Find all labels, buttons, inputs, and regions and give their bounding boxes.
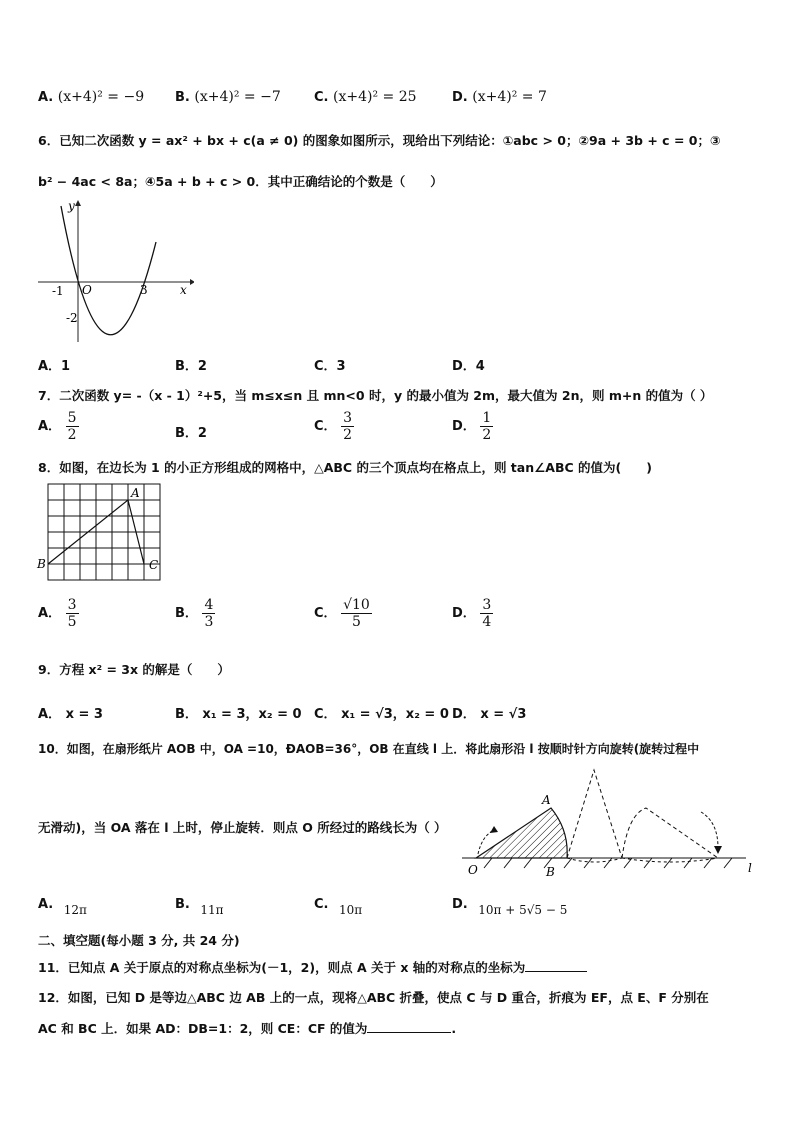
q5-option-a — [38, 89, 144, 105]
q6-option-a: A．1 — [38, 359, 71, 374]
q9-option-c: C． x₁ = √3，x₂ = 0 — [314, 707, 449, 722]
q10-option-d — [452, 897, 568, 917]
x-axis-arrow — [190, 279, 194, 285]
q6-option-d: D．4 — [452, 359, 485, 374]
q11-answer-blank[interactable] — [525, 971, 587, 972]
q5-option-b-math: (x+4)² = −7 — [194, 89, 281, 105]
sector-upright-arc — [567, 858, 622, 862]
fraction-numerator: 1 — [482, 410, 492, 426]
q5-option-c-math: (x+4)² = 25 — [333, 89, 417, 105]
q11 — [38, 958, 587, 976]
q6-stem-line1: 6．已知二次函数 y = ax² + bx + c(a ≠ 0) 的图象如图所示，现给出下列结论：①abc > 0；②9a + 3b + c = 0；③ — [38, 133, 721, 148]
q7-option-c-label: C． — [314, 419, 337, 434]
q8-option-c-label: C． — [314, 606, 337, 621]
q8-option-a — [38, 597, 79, 630]
q5-option-b-label: B. — [175, 90, 190, 105]
tick-neg-two: -2 — [66, 311, 78, 325]
q12-answer-blank[interactable] — [367, 1032, 451, 1033]
q5-option-d — [452, 89, 547, 105]
q10-stem-line2: 无滑动)，当 OA 落在 l 上时，停止旋转．则点 O 所经过的路线长为（ ） — [38, 820, 447, 835]
q9-stem: 9．方程 x² = 3x 的解是（ ） — [38, 662, 230, 677]
q5-option-a-label: A. — [38, 90, 54, 105]
q8-option-b — [175, 597, 215, 630]
vertex-c-label: C — [149, 558, 159, 572]
point-b-label: B — [546, 865, 555, 879]
q7-option-d — [452, 410, 493, 443]
q7-option-c-fraction — [341, 410, 354, 443]
rotation-arrowhead-right — [714, 846, 722, 854]
grid-lines — [48, 484, 160, 580]
q6-stem-line2: b² − 4ac < 8a；④5a + b + c > 0．其中正确结论的个数是（ ） — [38, 174, 443, 189]
q5-option-d-label: D. — [452, 90, 468, 105]
q8-option-d — [452, 597, 493, 630]
q12-stem-line2: AC 和 BC 上．如果 AD：DB=1：2，则 CE：CF 的值为 — [38, 1021, 368, 1036]
q6-parabola-graph — [34, 196, 194, 344]
section-fill-in-title: 二、填空题(每小题 3 分, 共 24 分) — [38, 933, 240, 948]
q8-option-a-label: A． — [38, 606, 62, 621]
q8-grid-figure — [34, 478, 164, 586]
fraction-denominator: 2 — [482, 427, 492, 443]
fraction-denominator: 2 — [343, 427, 352, 443]
fraction-denominator: 5 — [351, 614, 361, 630]
vertex-b-label: B — [37, 557, 46, 571]
q10-stem-line1: 10．如图，在扇形纸片 AOB 中，OA =10，ÐAOB=36°，OB 在直线 l 上．将此扇形沿 l 按顺时针方向旋转(旋转过程中 — [38, 742, 700, 756]
x-axis-label: x — [180, 283, 187, 297]
q9-option-d: D． x = √3 — [452, 707, 527, 722]
fraction-denominator: 5 — [67, 614, 77, 630]
q8-option-c — [314, 597, 372, 630]
q12-line2 — [38, 1019, 456, 1037]
q5-option-d-math: (x+4)² = 7 — [472, 89, 547, 105]
q8-option-c-fraction — [341, 597, 372, 630]
q9-option-b: B． x₁ = 3，x₂ = 0 — [175, 707, 302, 722]
q8-option-d-label: D． — [452, 606, 476, 621]
fraction-denominator: 4 — [482, 614, 492, 630]
q5-option-c-label: C. — [314, 90, 329, 105]
q10-option-a — [38, 897, 87, 917]
q5-option-a-math: (x+4)² = −9 — [57, 89, 145, 105]
fraction-numerator: 3 — [67, 597, 77, 613]
origin-label: O — [82, 283, 92, 297]
sector-upright-position — [567, 770, 622, 858]
q10-option-c-value: 10π — [339, 903, 363, 917]
fraction-numerator: 3 — [343, 410, 352, 426]
q10-option-a-value: 12π — [63, 903, 87, 917]
q5-option-c — [314, 89, 417, 105]
line-l-label: l — [748, 861, 752, 875]
fraction-numerator: 3 — [482, 597, 492, 613]
q10-option-b-label: B. — [175, 897, 190, 912]
q8-option-a-fraction — [66, 597, 79, 630]
fraction-denominator: 3 — [204, 614, 214, 630]
q10-option-d-value: 10π + 5√5 − 5 — [478, 903, 568, 917]
point-a-label: A — [542, 793, 551, 807]
q10-option-a-label: A. — [38, 897, 54, 912]
q11-stem: 11．已知点 A 关于原点的对称点坐标为(－1，2)，则点 A 关于 x 轴的对称点的坐标为 — [38, 960, 526, 975]
q6-option-b: B．2 — [175, 359, 207, 374]
q7-option-d-fraction — [480, 410, 493, 443]
sector-final-position — [622, 808, 718, 858]
q6-option-c: C．3 — [314, 359, 346, 374]
rotation-arrow-right — [701, 812, 718, 848]
q9-option-a: A． x = 3 — [38, 707, 103, 722]
tick-neg-one: -1 — [52, 284, 64, 298]
q7-option-a — [38, 410, 79, 443]
ground-hatching — [484, 858, 732, 868]
tick-three: 3 — [140, 283, 148, 297]
q10-option-b — [175, 897, 224, 917]
point-o-label: O — [468, 863, 478, 877]
q7-option-c — [314, 410, 354, 443]
q7-option-a-label: A． — [38, 419, 62, 434]
rotation-arrowhead-left — [490, 826, 498, 833]
y-axis-arrow — [75, 200, 81, 206]
q7-stem: 7．二次函数 y= -（x - 1）²+5，当 m≤x≤n 且 mn<0 时，y 的最小值为 2m，最大值为 2n，则 m+n 的值为（ ） — [38, 388, 713, 403]
vertex-a-label: A — [131, 486, 140, 500]
q8-option-b-label: B． — [175, 606, 198, 621]
q10-option-b-value: 11π — [200, 903, 224, 917]
q7-option-a-fraction — [66, 410, 79, 443]
fraction-numerator: 4 — [204, 597, 214, 613]
y-axis-label: y — [68, 199, 75, 213]
q7-option-b: B．2 — [175, 426, 207, 441]
q8-option-b-fraction — [202, 597, 215, 630]
q10-option-c — [314, 897, 363, 917]
q7-option-d-label: D． — [452, 419, 476, 434]
q8-option-d-fraction — [480, 597, 493, 630]
sector-aob — [476, 808, 567, 858]
q5-option-b — [175, 89, 281, 105]
fraction-denominator: 2 — [67, 427, 77, 443]
q10-option-c-label: C. — [314, 897, 329, 912]
q12-stem-line1: 12．如图，已知 D 是等边△ABC 边 AB 上的一点，现将△ABC 折叠，使点 C 与 D 重合，折痕为 EF，点 E、F 分别在 — [38, 990, 709, 1005]
fraction-numerator: √10 — [343, 597, 370, 613]
q12-period: . — [451, 1021, 457, 1036]
q10-option-d-label: D. — [452, 897, 468, 912]
q10-rotating-sector-figure — [456, 764, 760, 882]
q8-stem: 8．如图，在边长为 1 的小正方形组成的网格中，△ABC 的三个顶点均在格点上，则 tan∠ABC 的值为( ) — [38, 460, 652, 475]
fraction-numerator: 5 — [67, 410, 77, 426]
